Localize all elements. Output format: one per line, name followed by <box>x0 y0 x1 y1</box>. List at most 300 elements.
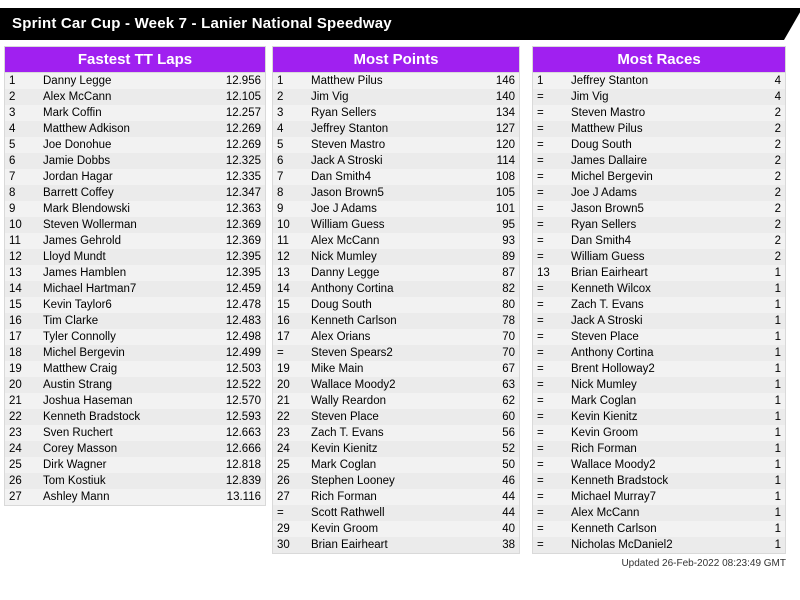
row-driver-name: Mark Coffin <box>43 107 102 119</box>
row-value: 40 <box>502 523 515 535</box>
row-value: 108 <box>495 171 515 183</box>
table-row <box>533 473 785 489</box>
row-value: 2 <box>774 123 781 135</box>
row-position: = <box>537 299 544 311</box>
row-position: 7 <box>9 171 16 183</box>
table-row <box>533 249 785 265</box>
row-value: 46 <box>502 475 515 487</box>
table-row <box>5 297 265 313</box>
row-value: 12.498 <box>225 331 261 343</box>
row-position: = <box>537 123 544 135</box>
row-position: = <box>537 187 544 199</box>
table-fastest-tt-laps <box>5 73 265 505</box>
row-value: 12.369 <box>225 219 261 231</box>
table-row <box>533 313 785 329</box>
row-value: 140 <box>495 91 515 103</box>
row-driver-name: Wally Reardon <box>311 395 386 407</box>
row-driver-name: Brian Eairheart <box>571 267 648 279</box>
row-position: = <box>537 427 544 439</box>
row-position: 16 <box>277 315 290 327</box>
row-driver-name: Anthony Cortina <box>571 347 654 359</box>
row-driver-name: Alex McCann <box>43 91 112 103</box>
row-value: 1 <box>774 267 781 279</box>
table-row <box>273 537 519 553</box>
row-position: 24 <box>9 443 22 455</box>
row-value: 2 <box>774 219 781 231</box>
row-value: 2 <box>774 235 781 247</box>
row-position: 23 <box>277 427 290 439</box>
row-value: 12.839 <box>225 475 261 487</box>
table-row <box>533 233 785 249</box>
row-position: 5 <box>277 139 284 151</box>
row-value: 12.257 <box>225 107 261 119</box>
row-driver-name: Mike Main <box>311 363 364 375</box>
row-position: 15 <box>9 299 22 311</box>
row-position: 22 <box>277 411 290 423</box>
row-value: 70 <box>502 347 515 359</box>
table-row <box>533 329 785 345</box>
table-row <box>533 201 785 217</box>
row-value: 52 <box>502 443 515 455</box>
table-row <box>5 105 265 121</box>
row-driver-name: Matthew Pilus <box>311 75 383 87</box>
row-position: = <box>537 347 544 359</box>
table-row <box>533 169 785 185</box>
row-value: 114 <box>496 155 515 167</box>
row-driver-name: Mark Blendowski <box>43 203 130 215</box>
panel-most-points <box>272 46 520 554</box>
table-row <box>273 249 519 265</box>
row-driver-name: Jim Vig <box>311 91 349 103</box>
table-row <box>273 521 519 537</box>
table-row <box>5 329 265 345</box>
table-row <box>533 89 785 105</box>
table-row <box>5 73 265 89</box>
row-position: = <box>537 411 544 423</box>
row-value: 70 <box>502 331 515 343</box>
table-row <box>5 361 265 377</box>
row-driver-name: Alex Orians <box>311 331 371 343</box>
table-row <box>273 345 519 361</box>
row-position: 24 <box>277 443 290 455</box>
table-row <box>5 249 265 265</box>
row-position: = <box>277 347 284 359</box>
row-value: 12.459 <box>225 283 261 295</box>
row-position: 13 <box>537 267 550 279</box>
row-position: = <box>537 395 544 407</box>
row-driver-name: Joe J Adams <box>311 203 377 215</box>
row-driver-name: Wallace Moody2 <box>311 379 396 391</box>
row-value: 1 <box>774 427 781 439</box>
row-driver-name: Mark Coglan <box>571 395 637 407</box>
row-position: 2 <box>277 91 284 103</box>
row-driver-name: Joe J Adams <box>571 187 637 199</box>
row-driver-name: Ashley Mann <box>43 491 110 503</box>
row-value: 12.347 <box>225 187 261 199</box>
table-row <box>533 377 785 393</box>
table-row <box>273 313 519 329</box>
row-position: = <box>537 539 544 551</box>
table-row <box>5 425 265 441</box>
row-driver-name: James Gehrold <box>43 235 121 247</box>
row-driver-name: Anthony Cortina <box>311 283 394 295</box>
row-driver-name: Rich Forman <box>311 491 377 503</box>
row-driver-name: Rich Forman <box>571 443 637 455</box>
row-value: 2 <box>774 203 781 215</box>
row-driver-name: Mark Coglan <box>311 459 377 471</box>
table-row <box>273 89 519 105</box>
row-position: 1 <box>277 75 284 87</box>
row-value: 2 <box>774 171 781 183</box>
table-row <box>5 441 265 457</box>
row-driver-name: Wallace Moody2 <box>571 459 656 471</box>
table-row <box>5 137 265 153</box>
row-value: 2 <box>774 139 781 151</box>
panel-title-most-races: Most Races <box>533 47 785 73</box>
row-value: 12.395 <box>225 251 261 263</box>
row-position: 29 <box>277 523 290 535</box>
row-position: 14 <box>9 283 22 295</box>
row-position: 21 <box>277 395 290 407</box>
row-driver-name: Alex McCann <box>571 507 640 519</box>
row-value: 2 <box>774 187 781 199</box>
table-row <box>273 409 519 425</box>
row-value: 134 <box>495 107 515 119</box>
row-position: = <box>537 235 544 247</box>
row-driver-name: James Dallaire <box>571 155 648 167</box>
table-row <box>273 425 519 441</box>
row-position: 10 <box>277 219 290 231</box>
table-most-points <box>273 73 519 553</box>
row-value: 1 <box>774 299 781 311</box>
row-driver-name: Michel Bergevin <box>571 171 653 183</box>
row-value: 2 <box>774 251 781 263</box>
row-driver-name: Doug South <box>571 139 632 151</box>
row-position: 4 <box>9 123 16 135</box>
row-position: 13 <box>9 267 22 279</box>
row-driver-name: Jack A Stroski <box>571 315 643 327</box>
row-value: 82 <box>502 283 515 295</box>
table-row <box>273 153 519 169</box>
row-position: 17 <box>9 331 22 343</box>
row-value: 12.663 <box>225 427 261 439</box>
panel-title-fastest-tt-laps: Fastest TT Laps <box>5 47 265 73</box>
row-position: = <box>537 171 544 183</box>
row-driver-name: Jason Brown5 <box>311 187 384 199</box>
row-value: 1 <box>774 363 781 375</box>
row-driver-name: Zach T. Evans <box>571 299 644 311</box>
row-driver-name: Jack A Stroski <box>311 155 383 167</box>
row-driver-name: Austin Strang <box>43 379 113 391</box>
row-value: 12.335 <box>225 171 261 183</box>
row-driver-name: Steven Place <box>571 331 639 343</box>
row-position: 12 <box>9 251 22 263</box>
table-row <box>273 281 519 297</box>
row-value: 1 <box>774 315 781 327</box>
row-position: 7 <box>277 171 284 183</box>
row-driver-name: Kevin Groom <box>571 427 639 439</box>
row-value: 1 <box>774 395 781 407</box>
row-position: 23 <box>9 427 22 439</box>
row-position: = <box>537 363 544 375</box>
row-driver-name: Jim Vig <box>571 91 609 103</box>
row-driver-name: Kevin Taylor6 <box>43 299 112 311</box>
table-row <box>533 345 785 361</box>
row-position: 6 <box>9 155 16 167</box>
row-driver-name: Steven Place <box>311 411 379 423</box>
row-driver-name: Corey Masson <box>43 443 118 455</box>
row-position: 9 <box>9 203 16 215</box>
row-value: 1 <box>774 411 781 423</box>
row-position: 9 <box>277 203 284 215</box>
row-value: 80 <box>502 299 515 311</box>
table-most-races <box>533 73 785 553</box>
row-value: 12.478 <box>225 299 261 311</box>
table-row <box>533 153 785 169</box>
row-driver-name: Brent Holloway2 <box>571 363 655 375</box>
row-driver-name: Tyler Connolly <box>43 331 116 343</box>
row-driver-name: Zach T. Evans <box>311 427 384 439</box>
row-driver-name: James Hamblen <box>43 267 127 279</box>
row-value: 12.503 <box>225 363 261 375</box>
table-row <box>273 233 519 249</box>
table-row <box>533 537 785 553</box>
table-row <box>5 313 265 329</box>
row-driver-name: Michael Murray7 <box>571 491 656 503</box>
row-value: 127 <box>495 123 515 135</box>
row-driver-name: Steven Mastro <box>571 107 646 119</box>
table-row <box>533 393 785 409</box>
row-value: 56 <box>502 427 515 439</box>
row-position: = <box>537 443 544 455</box>
row-driver-name: Nick Mumley <box>571 379 637 391</box>
row-position: 21 <box>9 395 22 407</box>
table-row <box>273 169 519 185</box>
row-driver-name: Barrett Coffey <box>43 187 114 199</box>
row-value: 12.499 <box>225 347 261 359</box>
table-row <box>5 169 265 185</box>
row-driver-name: Nick Mumley <box>311 251 377 263</box>
row-driver-name: Scott Rathwell <box>311 507 385 519</box>
table-row <box>5 89 265 105</box>
table-row <box>273 121 519 137</box>
table-row <box>5 409 265 425</box>
row-driver-name: Kenneth Bradstock <box>571 475 669 487</box>
row-position: 26 <box>9 475 22 487</box>
table-row <box>273 441 519 457</box>
row-driver-name: Jamie Dobbs <box>43 155 111 167</box>
row-position: 11 <box>277 235 289 247</box>
row-driver-name: Kenneth Bradstock <box>43 411 141 423</box>
table-row <box>273 393 519 409</box>
row-driver-name: Kenneth Wilcox <box>571 283 651 295</box>
row-position: 22 <box>9 411 22 423</box>
row-value: 38 <box>502 539 515 551</box>
row-driver-name: Steven Spears2 <box>311 347 393 359</box>
row-driver-name: Tim Clarke <box>43 315 99 327</box>
row-value: 87 <box>502 267 515 279</box>
row-driver-name: Joe Donohue <box>43 139 112 151</box>
row-driver-name: Nicholas McDaniel2 <box>571 539 673 551</box>
table-row <box>533 521 785 537</box>
row-position: 3 <box>9 107 16 119</box>
row-driver-name: Dan Smith4 <box>571 235 632 247</box>
table-row <box>5 377 265 393</box>
row-position: 27 <box>9 491 22 503</box>
row-value: 1 <box>774 491 781 503</box>
table-row <box>533 489 785 505</box>
row-value: 1 <box>774 539 781 551</box>
row-position: 1 <box>537 75 544 87</box>
row-driver-name: Michael Hartman7 <box>43 283 137 295</box>
row-position: = <box>537 107 544 119</box>
row-value: 1 <box>774 507 781 519</box>
table-row <box>5 153 265 169</box>
table-row <box>533 409 785 425</box>
row-position: 19 <box>277 363 290 375</box>
row-value: 12.363 <box>225 203 261 215</box>
row-position: = <box>537 139 544 151</box>
row-position: 25 <box>277 459 290 471</box>
row-position: 19 <box>9 363 22 375</box>
row-value: 12.593 <box>225 411 261 423</box>
row-driver-name: Lloyd Mundt <box>43 251 106 263</box>
row-driver-name: Steven Mastro <box>311 139 386 151</box>
row-driver-name: Michel Bergevin <box>43 347 125 359</box>
table-row <box>273 137 519 153</box>
table-row <box>533 505 785 521</box>
table-row <box>533 441 785 457</box>
row-position: = <box>537 523 544 535</box>
row-position: 1 <box>9 75 16 87</box>
table-row <box>5 233 265 249</box>
row-position: 4 <box>277 123 284 135</box>
row-value: 62 <box>502 395 515 407</box>
row-driver-name: Steven Wollerman <box>43 219 137 231</box>
row-driver-name: Jordan Hagar <box>43 171 113 183</box>
updated-timestamp: Updated 26-Feb-2022 08:23:49 GMT <box>621 558 786 569</box>
table-row <box>5 185 265 201</box>
page-title: Sprint Car Cup - Week 7 - Lanier National Speedway <box>12 15 392 32</box>
row-position: = <box>537 475 544 487</box>
row-value: 1 <box>774 459 781 471</box>
table-row <box>5 393 265 409</box>
row-position: 30 <box>277 539 290 551</box>
table-row <box>533 361 785 377</box>
row-value: 12.570 <box>225 395 261 407</box>
table-row <box>273 505 519 521</box>
row-position: 25 <box>9 459 22 471</box>
row-driver-name: Matthew Pilus <box>571 123 643 135</box>
row-driver-name: Jason Brown5 <box>571 203 644 215</box>
table-row <box>533 425 785 441</box>
table-row <box>5 217 265 233</box>
row-value: 1 <box>774 331 781 343</box>
row-position: 15 <box>277 299 290 311</box>
row-driver-name: Joshua Haseman <box>43 395 133 407</box>
row-position: = <box>537 203 544 215</box>
panel-most-races <box>532 46 786 554</box>
row-value: 105 <box>495 187 515 199</box>
table-row <box>5 265 265 281</box>
table-row <box>5 457 265 473</box>
row-position: 14 <box>277 283 290 295</box>
row-driver-name: Tom Kostiuk <box>43 475 106 487</box>
row-position: = <box>537 331 544 343</box>
table-row <box>273 73 519 89</box>
row-driver-name: Stephen Looney <box>311 475 395 487</box>
table-row <box>5 281 265 297</box>
row-driver-name: Kenneth Carlson <box>571 523 657 535</box>
row-position: = <box>537 459 544 471</box>
row-position: = <box>277 507 284 519</box>
row-value: 1 <box>774 347 781 359</box>
row-value: 12.325 <box>225 155 261 167</box>
row-driver-name: Doug South <box>311 299 372 311</box>
row-value: 1 <box>774 443 781 455</box>
table-row <box>5 201 265 217</box>
row-driver-name: William Guess <box>571 251 645 263</box>
row-value: 146 <box>495 75 515 87</box>
row-position: = <box>537 491 544 503</box>
table-row <box>5 489 265 505</box>
row-value: 44 <box>502 491 515 503</box>
row-position: 3 <box>277 107 284 119</box>
row-position: = <box>537 155 544 167</box>
table-row <box>533 121 785 137</box>
row-value: 12.269 <box>225 123 261 135</box>
row-position: 8 <box>277 187 284 199</box>
row-driver-name: Dirk Wagner <box>43 459 107 471</box>
row-position: 12 <box>277 251 290 263</box>
row-position: 20 <box>9 379 22 391</box>
row-value: 12.269 <box>225 139 261 151</box>
row-value: 95 <box>502 219 515 231</box>
row-position: 16 <box>9 315 22 327</box>
row-value: 101 <box>495 203 515 215</box>
panel-title-most-points: Most Points <box>273 47 519 73</box>
table-row <box>273 185 519 201</box>
row-value: 4 <box>774 75 781 87</box>
table-row <box>273 217 519 233</box>
row-driver-name: Dan Smith4 <box>311 171 372 183</box>
row-driver-name: Jeffrey Stanton <box>571 75 649 87</box>
row-driver-name: Danny Legge <box>311 267 380 279</box>
row-driver-name: William Guess <box>311 219 385 231</box>
table-row <box>273 361 519 377</box>
table-row <box>273 105 519 121</box>
table-row <box>5 473 265 489</box>
row-value: 12.105 <box>225 91 261 103</box>
row-value: 12.818 <box>225 459 261 471</box>
table-row <box>533 281 785 297</box>
row-value: 50 <box>502 459 515 471</box>
table-row <box>273 265 519 281</box>
table-row <box>533 217 785 233</box>
row-driver-name: Kevin Groom <box>311 523 379 535</box>
row-value: 13.116 <box>226 491 261 503</box>
table-row <box>273 329 519 345</box>
row-value: 12.395 <box>225 267 261 279</box>
row-value: 44 <box>502 507 515 519</box>
row-position: = <box>537 91 544 103</box>
row-value: 120 <box>495 139 515 151</box>
row-driver-name: Jeffrey Stanton <box>311 123 389 135</box>
row-position: = <box>537 283 544 295</box>
row-value: 4 <box>774 91 781 103</box>
row-position: 17 <box>277 331 290 343</box>
row-value: 2 <box>774 107 781 119</box>
